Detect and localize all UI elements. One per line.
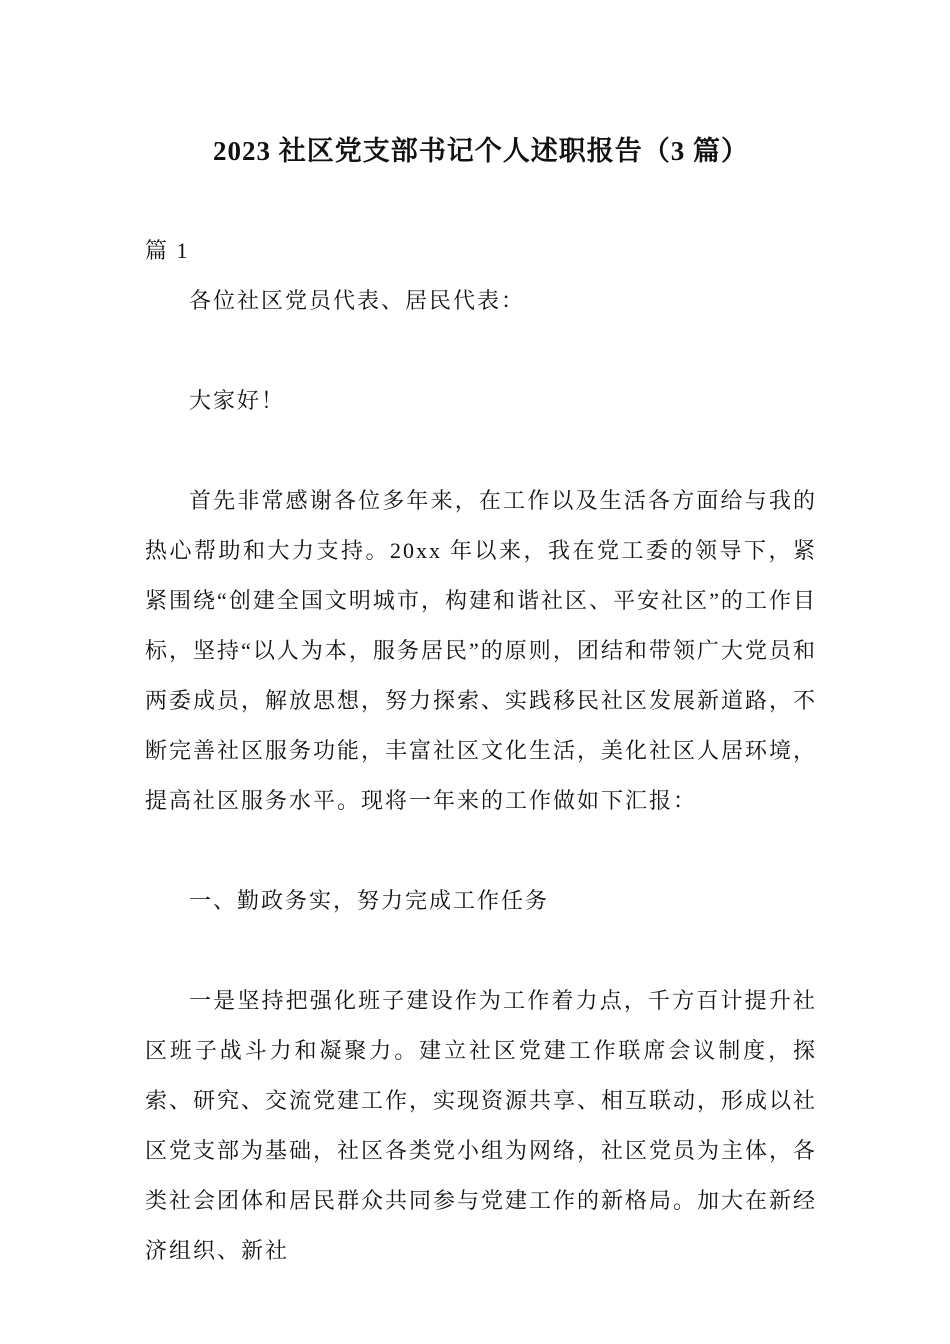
- document-title: 2023 社区党支部书记个人述职报告（3 篇）: [213, 136, 749, 166]
- salutation-line: 各位社区党员代表、居民代表：: [189, 288, 526, 313]
- section-heading: 一、勤政务实，努力完成工作任务: [189, 888, 550, 913]
- article-label: 篇 1: [145, 238, 190, 263]
- intro-paragraph: 首先非常感谢各位多年来，在工作以及生活各方面给与我的热心帮助和大力支持。20xx 年以来，我在党工委的领导下，紧紧围绕“创建全国文明城市，构建和谐社区、平安社区”的工作目标，坚持“以人为本，服务居民”的原则，团结和带领广大党员和两委成员，解放思想，努力探索、实践移民社区发展新道路，不断完善社区服务功能，丰富社区文化生活，美化社区人居环境，提高社区服务水平。现将一年来的工作做如下汇报：: [145, 488, 818, 813]
- greeting-line: 大家好！: [189, 388, 286, 413]
- body-paragraph: 一是坚持把强化班子建设作为工作着力点，千方百计提升社区班子战斗力和凝聚力。建立社区党建工作联席会议制度，探索、研究、交流党建工作，实现资源共享、相互联动，形成以社区党支部为基础，社区各类党小组为网络，社区党员为主体，各类社会团体和居民群众共同参与党建工作的新格局。加大在新经济组织、新社: [145, 988, 818, 1263]
